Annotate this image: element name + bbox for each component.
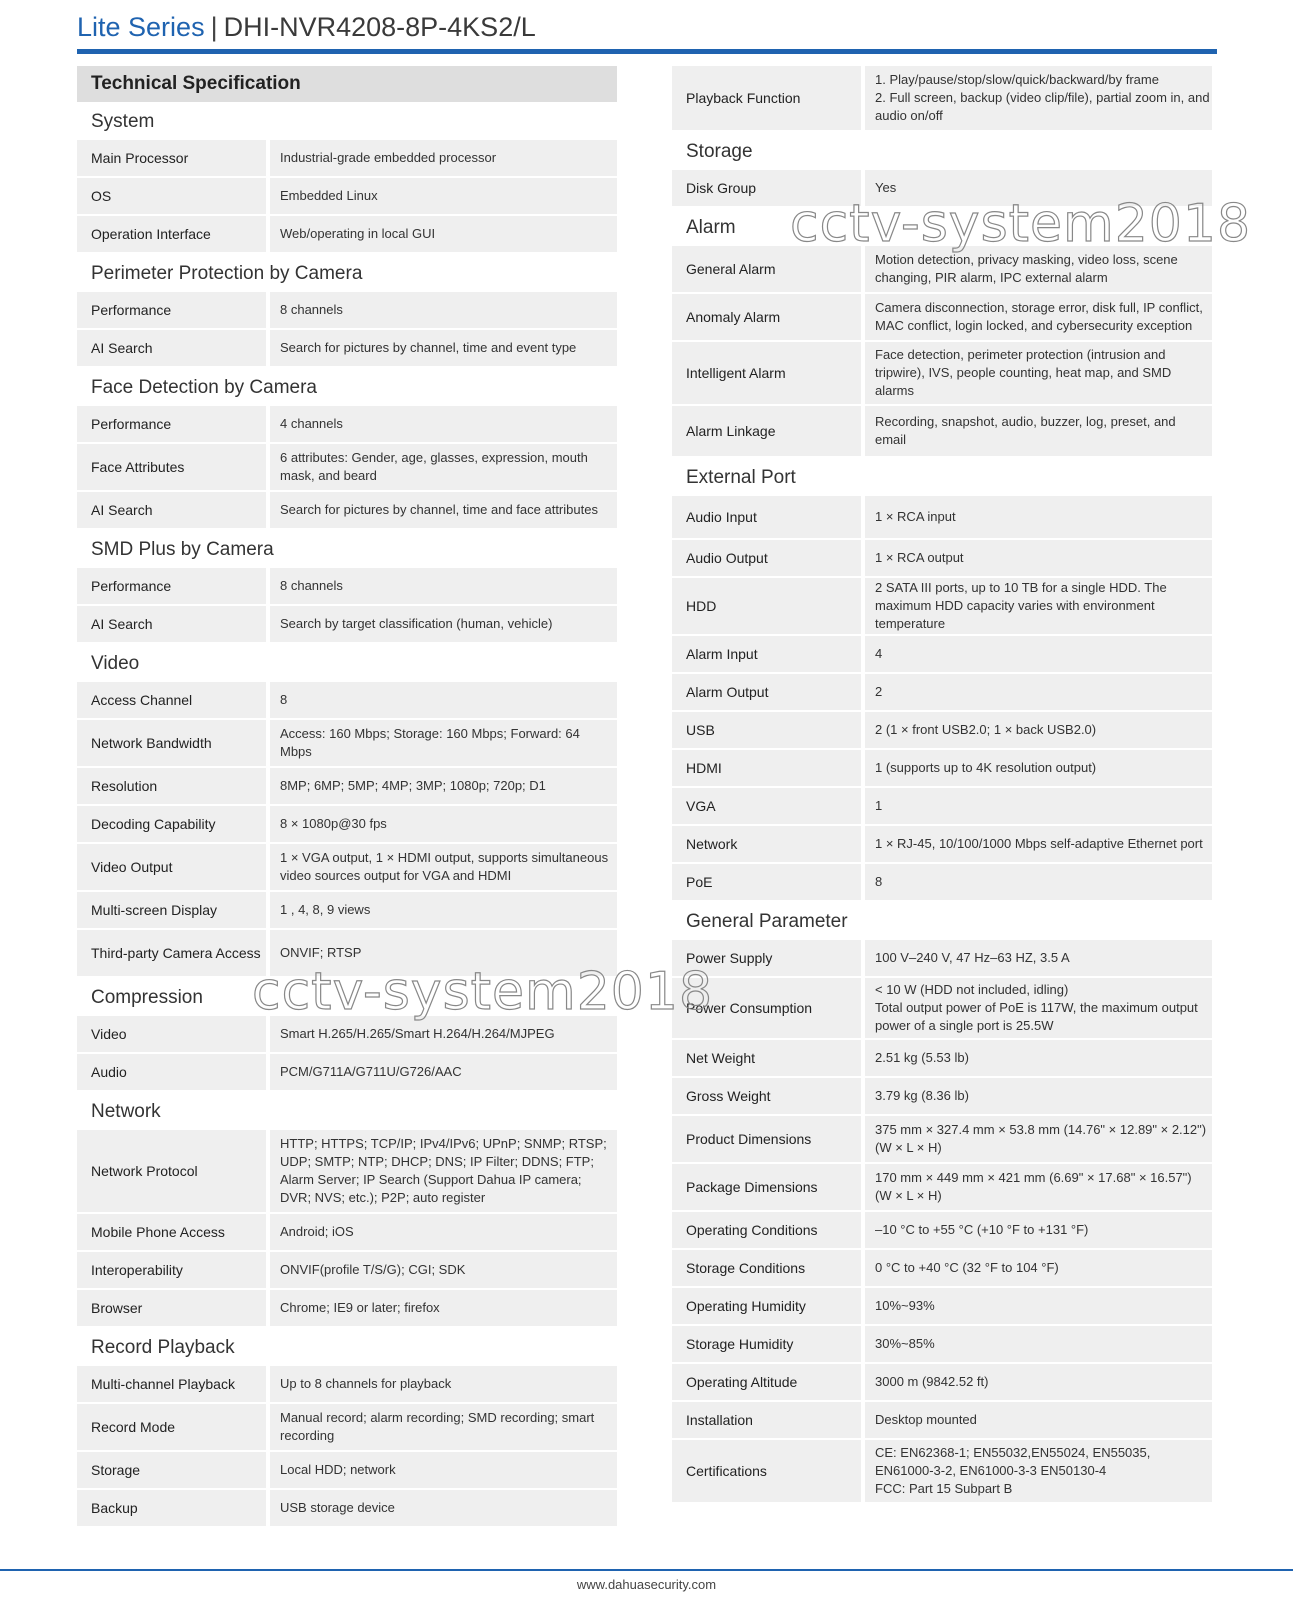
spec-label: Certifications bbox=[672, 1440, 861, 1502]
spec-label: AI Search bbox=[77, 330, 266, 366]
spec-label: HDMI bbox=[672, 750, 861, 786]
section-external-port: External Port bbox=[686, 467, 796, 488]
spec-value: 0 °C to +40 °C (32 °F to 104 °F) bbox=[865, 1250, 1212, 1286]
spec-label: Mobile Phone Access bbox=[77, 1214, 266, 1250]
spec-value: 4 channels bbox=[270, 406, 617, 442]
spec-value: 10%~93% bbox=[865, 1288, 1212, 1324]
spec-row bbox=[672, 496, 1212, 538]
spec-row bbox=[672, 978, 1212, 1038]
spec-label: Power Consumption bbox=[672, 978, 861, 1038]
spec-row bbox=[77, 1252, 617, 1288]
spec-row bbox=[672, 1364, 1212, 1400]
spec-value: ONVIF(profile T/S/G); CGI; SDK bbox=[270, 1252, 617, 1288]
header-rule bbox=[77, 49, 1217, 54]
spec-label: Disk Group bbox=[672, 170, 861, 206]
spec-row bbox=[77, 1214, 617, 1250]
spec-label: Network Bandwidth bbox=[77, 720, 266, 766]
spec-value: 3000 m (9842.52 ft) bbox=[865, 1364, 1212, 1400]
watermark: cctv-system2018 bbox=[790, 194, 1252, 254]
spec-value: USB storage device bbox=[270, 1490, 617, 1526]
spec-row bbox=[77, 492, 617, 528]
spec-row bbox=[77, 682, 617, 718]
spec-label: Operating Altitude bbox=[672, 1364, 861, 1400]
spec-label: Alarm Linkage bbox=[672, 406, 861, 456]
spec-row bbox=[77, 1366, 617, 1402]
spec-row bbox=[672, 578, 1212, 634]
spec-row bbox=[672, 1040, 1212, 1076]
spec-label: Browser bbox=[77, 1290, 266, 1326]
spec-value: 1 , 4, 8, 9 views bbox=[270, 892, 617, 928]
spec-row bbox=[672, 540, 1212, 576]
spec-value: Embedded Linux bbox=[270, 178, 617, 214]
spec-value: 8MP; 6MP; 5MP; 4MP; 3MP; 1080p; 720p; D1 bbox=[270, 768, 617, 804]
spec-label: USB bbox=[672, 712, 861, 748]
spec-label: Record Mode bbox=[77, 1404, 266, 1450]
spec-row bbox=[672, 1164, 1212, 1210]
spec-label: Third-party Camera Access bbox=[77, 930, 266, 976]
spec-row bbox=[672, 864, 1212, 900]
spec-label: Performance bbox=[77, 406, 266, 442]
page-header bbox=[77, 10, 536, 44]
spec-row bbox=[77, 1130, 617, 1212]
spec-label: VGA bbox=[672, 788, 861, 824]
spec-label: AI Search bbox=[77, 492, 266, 528]
spec-row bbox=[672, 294, 1212, 340]
spec-label: Operation Interface bbox=[77, 216, 266, 252]
spec-value: Smart H.265/H.265/Smart H.264/H.264/MJPEG bbox=[270, 1016, 617, 1052]
spec-value: 1 (supports up to 4K resolution output) bbox=[865, 750, 1212, 786]
spec-row bbox=[77, 292, 617, 328]
spec-value: 2 (1 × front USB2.0; 1 × back USB2.0) bbox=[865, 712, 1212, 748]
spec-value: 6 attributes: Gender, age, glasses, expression, mouth mask, and beard bbox=[270, 444, 617, 490]
spec-value: 1. Play/pause/stop/slow/quick/backward/by frame 2. Full screen, backup (video clip/file), partial zoom in, and audio on/off bbox=[865, 66, 1212, 130]
footer-url: www.dahuasecurity.com bbox=[576, 1577, 717, 1592]
spec-row bbox=[672, 1326, 1212, 1362]
spec-label: Network bbox=[672, 826, 861, 862]
spec-label: Face Attributes bbox=[77, 444, 266, 490]
spec-label: Intelligent Alarm bbox=[672, 342, 861, 404]
spec-value: 8 bbox=[865, 864, 1212, 900]
spec-label: Product Dimensions bbox=[672, 1116, 861, 1162]
spec-row bbox=[672, 788, 1212, 824]
spec-value: CE: EN62368-1; EN55032,EN55024, EN55035, EN61000-3-2, EN61000-3-3 EN50130-4 FCC: Part 15 Subpart B bbox=[865, 1440, 1212, 1502]
section-storage: Storage bbox=[686, 141, 753, 162]
spec-label: Backup bbox=[77, 1490, 266, 1526]
spec-row bbox=[77, 806, 617, 842]
header-separator: | bbox=[210, 12, 218, 42]
spec-value: Android; iOS bbox=[270, 1214, 617, 1250]
section-smd-plus-by-camera: SMD Plus by Camera bbox=[91, 539, 274, 560]
spec-label: Operating Humidity bbox=[672, 1288, 861, 1324]
spec-label: Audio Input bbox=[672, 496, 861, 538]
spec-value: Local HDD; network bbox=[270, 1452, 617, 1488]
spec-value: 1 × VGA output, 1 × HDMI output, supports simultaneous video sources output for VGA and HDMI bbox=[270, 844, 617, 890]
spec-row bbox=[672, 342, 1212, 404]
spec-label: Decoding Capability bbox=[77, 806, 266, 842]
spec-row bbox=[672, 1116, 1212, 1162]
section-video: Video bbox=[91, 653, 140, 674]
spec-label: Main Processor bbox=[77, 140, 266, 176]
spec-row bbox=[672, 1288, 1212, 1324]
spec-value: 2.51 kg (5.53 lb) bbox=[865, 1040, 1212, 1076]
spec-label: PoE bbox=[672, 864, 861, 900]
footer-rule bbox=[0, 1569, 1293, 1571]
spec-label: Operating Conditions bbox=[672, 1212, 861, 1248]
spec-label: Net Weight bbox=[672, 1040, 861, 1076]
spec-value: Search by target classification (human, vehicle) bbox=[270, 606, 617, 642]
section-perimeter-protection-by-camera: Perimeter Protection by Camera bbox=[91, 263, 363, 284]
spec-row bbox=[672, 406, 1212, 456]
spec-value: 2 SATA III ports, up to 10 TB for a single HDD. The maximum HDD capacity varies with environment temperature bbox=[865, 578, 1212, 634]
spec-row bbox=[672, 66, 1212, 130]
spec-label: Playback Function bbox=[672, 66, 861, 130]
spec-label: Audio bbox=[77, 1054, 266, 1090]
spec-row bbox=[672, 1250, 1212, 1286]
spec-value: –10 °C to +55 °C (+10 °F to +131 °F) bbox=[865, 1212, 1212, 1248]
spec-row bbox=[77, 444, 617, 490]
section-compression: Compression bbox=[91, 987, 203, 1008]
spec-value: Access: 160 Mbps; Storage: 160 Mbps; Forward: 64 Mbps bbox=[270, 720, 617, 766]
spec-row bbox=[672, 1212, 1212, 1248]
section-alarm: Alarm bbox=[686, 217, 736, 238]
spec-row bbox=[672, 712, 1212, 748]
spec-label: Alarm Input bbox=[672, 636, 861, 672]
section-general-parameter: General Parameter bbox=[686, 911, 848, 932]
spec-row bbox=[77, 606, 617, 642]
spec-label: General Alarm bbox=[672, 246, 861, 292]
spec-label: Performance bbox=[77, 568, 266, 604]
spec-value: 2 bbox=[865, 674, 1212, 710]
spec-row bbox=[77, 406, 617, 442]
spec-row bbox=[77, 892, 617, 928]
spec-row bbox=[672, 940, 1212, 976]
spec-row bbox=[77, 844, 617, 890]
spec-label: Access Channel bbox=[77, 682, 266, 718]
spec-value: Chrome; IE9 or later; firefox bbox=[270, 1290, 617, 1326]
spec-label: Multi-channel Playback bbox=[77, 1366, 266, 1402]
spec-row bbox=[77, 720, 617, 766]
spec-row bbox=[77, 216, 617, 252]
spec-row bbox=[672, 1402, 1212, 1438]
spec-row bbox=[77, 1490, 617, 1526]
spec-label: Resolution bbox=[77, 768, 266, 804]
spec-row bbox=[672, 674, 1212, 710]
model-name: DHI-NVR4208-8P-4KS2/L bbox=[223, 12, 536, 42]
spec-column-right bbox=[672, 66, 1212, 1504]
spec-row bbox=[77, 768, 617, 804]
series-name: Lite Series bbox=[77, 12, 205, 42]
tech-spec-title: Technical Specification bbox=[77, 66, 617, 102]
spec-value: 4 bbox=[865, 636, 1212, 672]
spec-row bbox=[672, 826, 1212, 862]
spec-label: Storage Conditions bbox=[672, 1250, 861, 1286]
spec-row bbox=[77, 1452, 617, 1488]
spec-label: Power Supply bbox=[672, 940, 861, 976]
spec-value: HTTP; HTTPS; TCP/IP; IPv4/IPv6; UPnP; SNMP; RTSP; UDP; SMTP; NTP; DHCP; DNS; IP Filter; DDNS; FTP; Alarm Server; IP Search (Support Dahua IP camera; DVR; NVS; etc.); P2P; auto register bbox=[270, 1130, 617, 1212]
section-record-playback: Record Playback bbox=[91, 1337, 235, 1358]
spec-label: Installation bbox=[672, 1402, 861, 1438]
spec-value: PCM/G711A/G711U/G726/AAC bbox=[270, 1054, 617, 1090]
spec-row bbox=[77, 1404, 617, 1450]
spec-value: Search for pictures by channel, time and event type bbox=[270, 330, 617, 366]
spec-value: 8 channels bbox=[270, 568, 617, 604]
spec-label: Interoperability bbox=[77, 1252, 266, 1288]
spec-value: Desktop mounted bbox=[865, 1402, 1212, 1438]
spec-value: 170 mm × 449 mm × 421 mm (6.69" × 17.68" × 16.57") (W × L × H) bbox=[865, 1164, 1212, 1210]
spec-value: Manual record; alarm recording; SMD recording; smart recording bbox=[270, 1404, 617, 1450]
spec-label: Storage bbox=[77, 1452, 266, 1488]
spec-value: 1 × RCA input bbox=[865, 496, 1212, 538]
section-network: Network bbox=[91, 1101, 161, 1122]
spec-row bbox=[672, 750, 1212, 786]
spec-value: 1 × RCA output bbox=[865, 540, 1212, 576]
spec-value: Yes bbox=[865, 170, 1212, 206]
spec-label: Storage Humidity bbox=[672, 1326, 861, 1362]
spec-label: Video bbox=[77, 1016, 266, 1052]
spec-label: HDD bbox=[672, 578, 861, 634]
spec-label: Anomaly Alarm bbox=[672, 294, 861, 340]
spec-value: 3.79 kg (8.36 lb) bbox=[865, 1078, 1212, 1114]
spec-label: Gross Weight bbox=[672, 1078, 861, 1114]
spec-label: AI Search bbox=[77, 606, 266, 642]
spec-value: 8 × 1080p@30 fps bbox=[270, 806, 617, 842]
spec-label: Multi-screen Display bbox=[77, 892, 266, 928]
spec-row bbox=[672, 636, 1212, 672]
spec-row bbox=[77, 1290, 617, 1326]
spec-value: < 10 W (HDD not included, idling) Total output power of PoE is 117W, the maximum output power of a single port is 25.5W bbox=[865, 978, 1212, 1038]
spec-row bbox=[77, 330, 617, 366]
spec-value: Face detection, perimeter protection (intrusion and tripwire), IVS, people counting, heat map, and SMD alarms bbox=[865, 342, 1212, 404]
spec-value: 8 channels bbox=[270, 292, 617, 328]
spec-label: Audio Output bbox=[672, 540, 861, 576]
spec-row bbox=[672, 1440, 1212, 1502]
spec-row bbox=[77, 568, 617, 604]
spec-value: Recording, snapshot, audio, buzzer, log, preset, and email bbox=[865, 406, 1212, 456]
section-system: System bbox=[91, 111, 155, 132]
spec-row bbox=[672, 1078, 1212, 1114]
spec-value: 1 bbox=[865, 788, 1212, 824]
spec-label: Network Protocol bbox=[77, 1130, 266, 1212]
spec-label: Video Output bbox=[77, 844, 266, 890]
spec-value: Industrial-grade embedded processor bbox=[270, 140, 617, 176]
spec-label: OS bbox=[77, 178, 266, 214]
watermark: cctv-system2018 bbox=[252, 962, 714, 1022]
spec-value: ONVIF; RTSP bbox=[270, 930, 617, 976]
section-face-detection-by-camera: Face Detection by Camera bbox=[91, 377, 317, 398]
spec-value: 375 mm × 327.4 mm × 53.8 mm (14.76" × 12.89" × 2.12") (W × L × H) bbox=[865, 1116, 1212, 1162]
spec-value: 30%~85% bbox=[865, 1326, 1212, 1362]
spec-value: 100 V–240 V, 47 Hz–63 HZ, 3.5 A bbox=[865, 940, 1212, 976]
spec-value: Up to 8 channels for playback bbox=[270, 1366, 617, 1402]
spec-row bbox=[77, 1054, 617, 1090]
spec-label: Alarm Output bbox=[672, 674, 861, 710]
spec-label: Performance bbox=[77, 292, 266, 328]
spec-value: Web/operating in local GUI bbox=[270, 216, 617, 252]
spec-value: Motion detection, privacy masking, video loss, scene changing, PIR alarm, IPC external alarm bbox=[865, 246, 1212, 292]
spec-label: Package Dimensions bbox=[672, 1164, 861, 1210]
spec-row bbox=[77, 178, 617, 214]
spec-value: Camera disconnection, storage error, disk full, IP conflict, MAC conflict, login locked, and cybersecurity exception bbox=[865, 294, 1212, 340]
spec-column-left bbox=[77, 66, 617, 1528]
spec-row bbox=[77, 140, 617, 176]
spec-value: 8 bbox=[270, 682, 617, 718]
spec-value: Search for pictures by channel, time and face attributes bbox=[270, 492, 617, 528]
spec-value: 1 × RJ-45, 10/100/1000 Mbps self-adaptive Ethernet port bbox=[865, 826, 1212, 862]
